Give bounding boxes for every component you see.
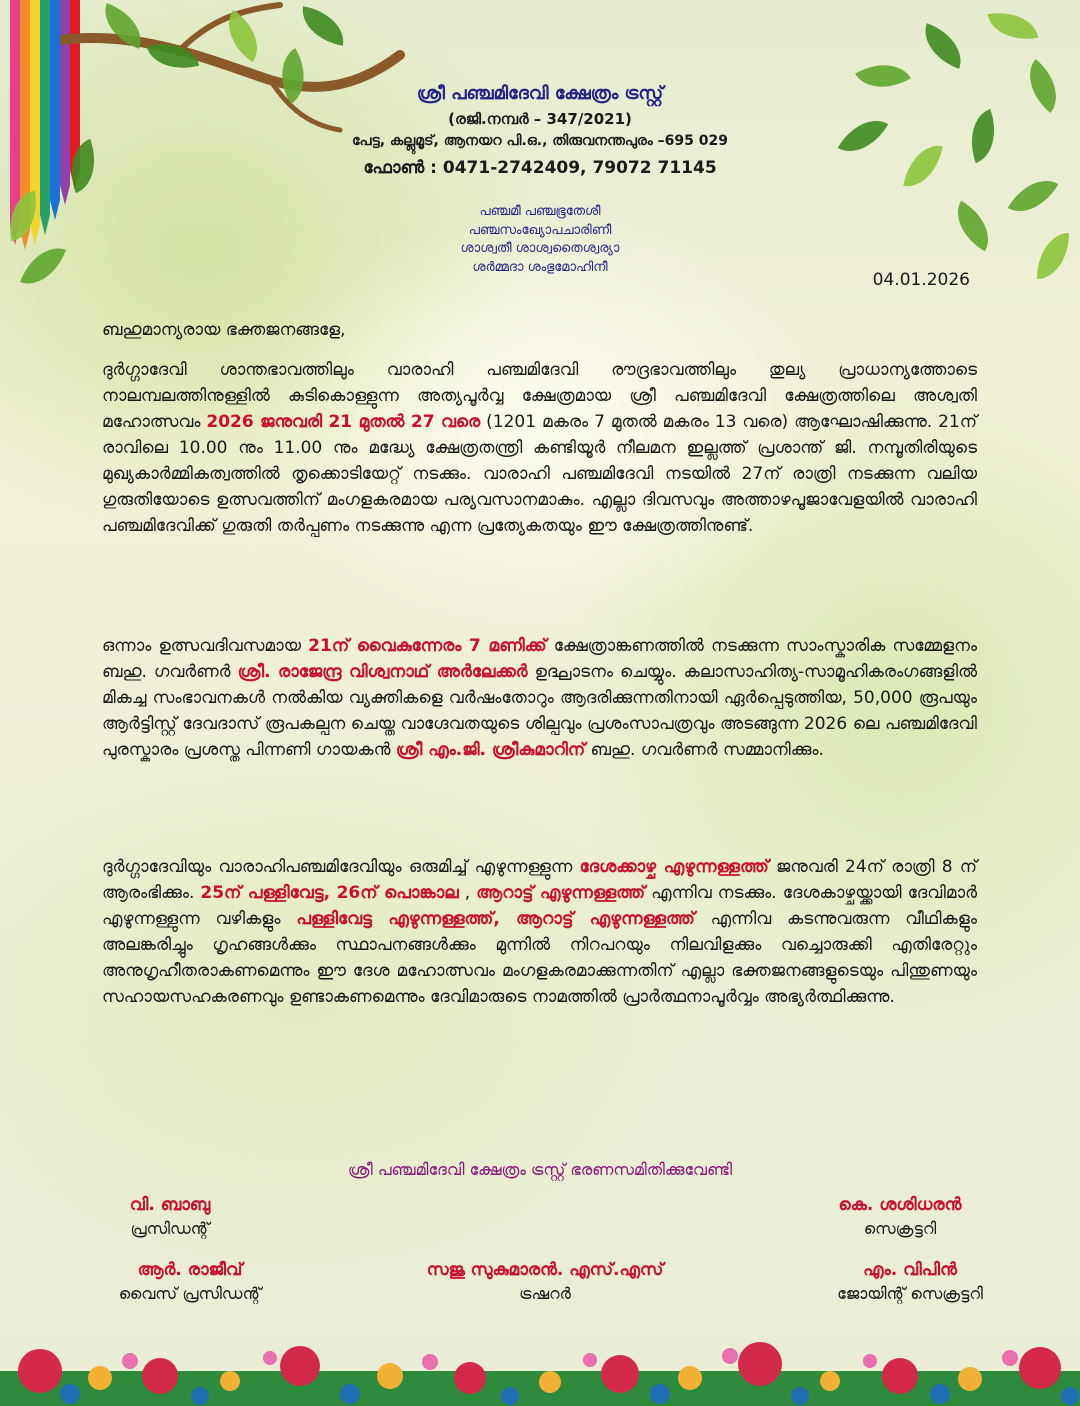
signatory-role: വൈസ് പ്രസിഡന്റ് — [118, 1284, 262, 1303]
text-span: ഉദ്ഘാടനം ചെയ്യും. കലാസാഹിത്യ-സാമൂഹികരംഗങ്ങളിൽ മികച്ച സംഭാവനകൾ നൽകിയ വ്യക്തികളെ വർഷംതോറും ആദരിക്കുന്നതിനായി ഏർപ്പെടുത്തിയ, 50,000 രൂപയും ആർട്ടിസ്റ്റ് ദേവദാസ് രൂപകല്പന ചെയ്ത വാഗ്ദേവതയുടെ ശില്പവും പ്രശംസാപത്രവും അടങ്ങുന്ന 2026 ലെ പഞ്ചമിദേവി പുരസ്കാരം പ്രശസ്ത പിന്നണി ഗായകൻ — [102, 662, 978, 760]
signatory-secretary — [780, 1195, 1020, 1239]
governor-name-highlight: ശ്രീ. രാജേന്ദ്ര വിശ്വനാഥ് അർലേക്കർ — [237, 662, 528, 682]
verse-line: പഞ്ചമീ പഞ്ചഭൂതേശീ — [479, 204, 601, 219]
leaf-icon — [1037, 233, 1069, 279]
leaf-icon — [855, 51, 911, 102]
leaf-icon — [988, 6, 1039, 46]
paragraph-festival-intro — [102, 357, 977, 539]
leaf-icon — [960, 109, 1006, 163]
trust-name: ശ്രീ പഞ്ചമിദേവി ക്ഷേത്രം ട്രസ്റ്റ് — [416, 83, 664, 104]
text-span: ബഹു. ഗവർണർ സമ്മാനിക്കും. — [585, 740, 824, 760]
leaf-icon — [916, 23, 970, 69]
leaf-icon — [903, 141, 943, 192]
signatory-president — [70, 1195, 270, 1239]
registration-number: (രജി.നമ്പർ – 347/2021) — [448, 110, 632, 128]
leaf-icon — [1015, 59, 1071, 113]
leaf-icon — [945, 201, 1001, 252]
text-span: ഒന്നാം ഉത്സവദിവസമായ — [102, 636, 309, 656]
signatory-role: പ്രസിഡന്റ് — [130, 1219, 210, 1238]
signatory-treasurer — [380, 1260, 710, 1304]
paragraph-cultural-meeting — [102, 633, 977, 763]
festival-dates-highlight: 2026 ജനുവരി 21 മുതൽ 27 വരെ — [206, 412, 481, 432]
signatory-joint-secretary — [780, 1260, 1040, 1304]
signatory-role: സെക്രട്ടറി — [863, 1219, 937, 1238]
routes-highlight: പള്ളിവേട്ട എഴുന്നള്ളത്ത്, ആറാട്ട് എഴുന്നള്ളത്ത് — [296, 909, 695, 929]
text-span: എന്നിവ നടക്കും. ദേശകാഴ്ചയ്ക്കായി ദേവിമാർ എഴുന്നള്ളുന്ന വഴികളും — [102, 883, 977, 929]
text-span: എന്നിവ കടന്നുവരുന്ന വീഥികളും അലങ്കരിച്ചും ഗൃഹങ്ങൾക്കും സ്ഥാപനങ്ങൾക്കും മുന്നിൽ നിറപറയും നിലവിളക്കും വച്ചൊരുക്കി എതിരേറ്റും അനുഗൃഹീതരാകണമെന്നും ഈ ദേശ മഹോത്സവം മംഗളകരമാക്കുന്നതിന് എല്ലാ ഭക്തജനങ്ങളുടെയും പിന്തുണയും സഹായസഹകരണവും ഉണ്ടാകണമെന്നും ദേവിമാരുടെ നാമത്തിൽ പ്രാർത്ഥനാപൂർവ്വം അഭ്യർത്ഥിക്കുന്നു. — [102, 909, 978, 1007]
signatory-name: സജു സുകുമാരൻ. എസ്.എസ് — [426, 1260, 664, 1280]
procession-highlight: ദേശക്കാഴ്ച എഴുന്നള്ളത്ത് — [579, 857, 769, 877]
leaf-icon — [1008, 168, 1059, 224]
signatory-role: ട്രഷറർ — [519, 1284, 571, 1303]
leaf-icon — [838, 108, 889, 164]
signatory-name: എം. വിപിൻ — [863, 1260, 957, 1280]
text-span: ജനുവരി 24ന് രാത്രി 8 ന് ആരംഭിക്കും. — [102, 857, 977, 903]
awardee-name-highlight: ശ്രീ എം.ജി. ശ്രീകുമാറിന് — [395, 740, 586, 760]
text-span: ക്ഷേത്രാങ്കണത്തിൽ നടക്കുന്ന സാംസ്കാരിക സമ്മേളനം ബഹു. ഗവർണർ — [102, 636, 977, 682]
signatory-name: വി. ബാബു — [129, 1195, 211, 1215]
flower-border-decoration — [0, 1316, 1080, 1406]
signatory-role: ജോയിന്റ് സെക്രട്ടറി — [837, 1284, 983, 1303]
salutation: ബഹുമാന്യരായ ഭക്തജനങ്ങളേ, — [102, 320, 346, 340]
signatory-name: കെ. ശശിധരൻ — [838, 1195, 962, 1215]
verse-line: ശാശ്വതീ ശാശ്വതൈശ്വര്യാ — [460, 241, 620, 256]
sanskrit-verse — [340, 203, 740, 277]
text-span: ദുർഗ്ഗാദേവിയും വാരാഹിപഞ്ചമിദേവിയും ഒരുമിച്ച് എഴുന്നള്ളുന്ന — [102, 857, 580, 877]
paragraph-procession — [102, 854, 977, 1010]
text-span: , — [458, 883, 477, 903]
text-span: ദുർഗ്ഗാദേവി ശാന്തഭാവത്തിലും വാരാഹി പഞ്ചമിദേവി രൗദ്രഭാവത്തിലും തുല്യ പ്രാധാന്യത്തോടെ നാലമ്പലത്തിനുള്ളിൽ കുടികൊള്ളുന്ന അത്യപൂർവ്വ ക്ഷേത്രമായ ശ്രീ പഞ്ചമിദേവി ക്ഷേത്രത്തിലെ അശ്വതി മഹോത്സവം — [102, 360, 977, 432]
phone-numbers: ഫോൺ : 0471-2742409, 79072 71145 — [363, 158, 717, 178]
address: പേട്ട, കല്ലുമൂട്, ആനയറ പി.ഒ., തിരുവനന്തപുരം –695 029 — [352, 133, 728, 149]
signatory-name: ആർ. രാജീവ് — [137, 1260, 243, 1280]
letter-date: 04.01.2026 — [872, 270, 970, 290]
verse-line: ശർമ്മദാ ശംഭുമോഹിനീ — [472, 259, 608, 275]
aarattu-highlight: ആറാട്ട് എഴുന്നള്ളത്ത് — [476, 883, 646, 903]
events-highlight: 25ന് പള്ളിവേട്ട, 26ന് പൊങ്കാല — [200, 883, 459, 903]
text-span: (1201 മകരം 7 മുതൽ മകരം 13 വരെ) ആഘോഷിക്കുന്നു. 21ന് രാവിലെ 10.00 നും 11.00 നും മദ്ധ്യേ ക്ഷേത്രതന്ത്രി കണ്ടിയൂർ നീലമന ഇല്ലത്ത് പ്രശാന്ത് ജി. നമ്പൂതിരിയുടെ മുഖ്യകാർമ്മികത്വത്തിൽ തൃക്കൊടിയേറ്റ് നടക്കും. വാരാഹി പഞ്ചമിദേവി നടയിൽ 27ന് രാത്രി നടക്കുന്ന വലിയ ഗുരുതിയോടെ ഉത്സവത്തിന് മംഗളകരമായ പര്യവസാനമാകും. എല്ലാ ദിവസവും അത്താഴപൂജാവേളയിൽ വാരാഹി പഞ്ചമിദേവിക്ക് ഗുരുതി തർപ്പണം നടക്കുന്നു എന്ന പ്രത്യേകതയും ഈ ക്ഷേത്രത്തിനുണ്ട്. — [102, 412, 978, 536]
verse-line: പഞ്ചസംഖ്യോപചാരിണീ — [468, 222, 612, 238]
meeting-time-highlight: 21ന് വൈകുന്നേരം 7 മണിക്ക് — [308, 636, 547, 656]
signatory-vice-president — [70, 1260, 310, 1304]
on-behalf-of-line: ശ്രീ പഞ്ചമിദേവി ക്ഷേത്രം ട്രസ്റ്റ് ഭരണസമിതിക്കുവേണ്ടി — [347, 1160, 733, 1179]
